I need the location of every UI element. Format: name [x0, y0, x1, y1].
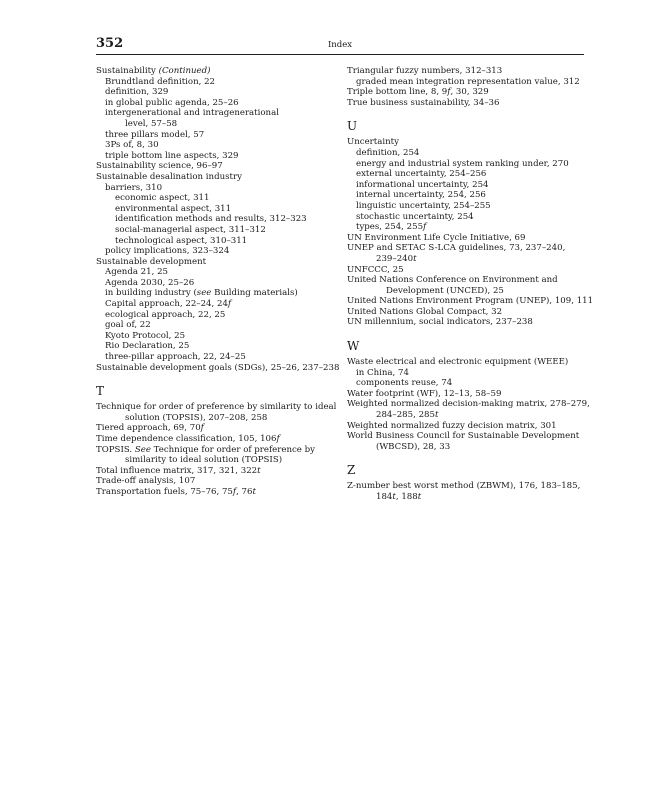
index-entry: Brundtland definition, 22: [105, 76, 215, 87]
index-entry: United Nations Conference on Environment and: [347, 275, 558, 286]
index-entry: level, 57–58: [125, 118, 178, 129]
index-entry: Sustainability (Continued): [96, 66, 211, 76]
index-entry: ecological approach, 22, 25: [105, 309, 226, 320]
index-entry: policy implications, 323–324: [105, 246, 230, 257]
index-column-left: [96, 66, 340, 498]
index-entry: 284–285, 285t: [376, 410, 439, 421]
page-number: 352: [96, 36, 124, 51]
index-entry: definition, 329: [105, 87, 169, 98]
index-entry: Waste electrical and electronic equipment (WEEE): [347, 357, 569, 368]
section-t-continued: [347, 66, 587, 108]
index-entry: Uncertainty: [347, 137, 399, 148]
index-entry: 239–240t: [376, 253, 417, 264]
index-entry: True business sustainability, 34–36: [347, 97, 500, 108]
running-head: Index: [327, 40, 353, 50]
index-entry: in global public agenda, 25–26: [105, 97, 239, 108]
index-entry: (WBCSD), 28, 33: [376, 441, 451, 452]
index-entry: Water footprint (WF), 12–13, 58–59: [347, 388, 502, 399]
page-header: [96, 34, 584, 55]
section-s-entries: [96, 66, 340, 373]
section-t-entries: [96, 402, 340, 497]
index-entry: environmental aspect, 311: [115, 203, 232, 214]
index-entry: World Business Council for Sustainable Development: [347, 431, 580, 442]
index-entry: goal of, 22: [105, 320, 151, 331]
index-entry: Z-number best worst method (ZBWM), 176, 183–185,: [347, 481, 581, 492]
index-entry: Triple bottom line, 8, 9f, 30, 329: [347, 87, 489, 98]
index-entry: UN millennium, social indicators, 237–238: [347, 317, 533, 328]
index-entry: stochastic uncertainty, 254: [356, 211, 474, 222]
index-entry: 3Ps of, 8, 30: [105, 140, 159, 151]
index-entry: United Nations Environment Program (UNEP), 109, 111: [347, 296, 594, 307]
letter-heading-z: Z: [347, 463, 356, 478]
index-entry: three pillars model, 57: [105, 129, 205, 140]
index-entry: Rio Declaration, 25: [105, 341, 190, 352]
index-entry: United Nations Global Compact, 32: [347, 306, 503, 317]
index-entry: energy and industrial system ranking under, 270: [356, 158, 569, 169]
index-entry: Trade-off analysis, 107: [96, 476, 196, 487]
index-entry: informational uncertainty, 254: [356, 179, 489, 190]
index-entry: similarity to ideal solution (TOPSIS): [125, 455, 283, 466]
index-column-right: [347, 66, 594, 503]
index-entry: linguistic uncertainty, 254–255: [356, 200, 491, 211]
index-entry: Sustainable development goals (SDGs), 25–26, 237–238: [96, 362, 340, 373]
letter-heading-t: T: [96, 384, 105, 399]
index-entry: Technique for order of preference by similarity to ideal: [96, 402, 337, 413]
index-entry: Agenda 2030, 25–26: [105, 277, 195, 288]
index-entry: in China, 74: [356, 367, 409, 378]
index-entry: Capital approach, 22–24, 24f: [105, 299, 232, 310]
index-entry: Total influence matrix, 317, 321, 322t: [96, 465, 261, 476]
index-entry: Weighted normalized decision-making matrix, 278–279,: [347, 399, 590, 410]
index-entry: barriers, 310: [105, 182, 163, 193]
index-entry: Triangular fuzzy numbers, 312–313: [347, 66, 503, 76]
index-entry: in building industry (see Building materials): [105, 288, 298, 299]
index-entry: components reuse, 74: [356, 378, 453, 389]
index-entry: economic aspect, 311: [115, 193, 210, 204]
index-entry: external uncertainty, 254–256: [356, 169, 487, 180]
index-entry: three-pillar approach, 22, 24–25: [105, 352, 246, 363]
index-entry: Kyoto Protocol, 25: [105, 330, 186, 341]
index-entry: TOPSIS. See Technique for order of preference by: [96, 444, 315, 455]
index-entry: Sustainable development: [96, 256, 207, 267]
section-z-entries: [347, 481, 587, 502]
index-entry: triple bottom line aspects, 329: [105, 150, 239, 161]
index-entry: UNFCCC, 25: [347, 264, 404, 275]
index-entry: internal uncertainty, 254, 256: [356, 190, 486, 201]
index-entry: graded mean integration representation value, 312: [356, 76, 580, 87]
section-w-entries: [347, 357, 590, 452]
index-entry: identification methods and results, 312–323: [115, 214, 307, 225]
index-entry: social-managerial aspect, 311–312: [115, 224, 266, 235]
section-u-entries: [347, 137, 594, 328]
index-entry: Sustainability science, 96–97: [96, 161, 223, 172]
index-entry: UNEP and SETAC S-LCA guidelines, 73, 237–240,: [347, 243, 566, 254]
index-entry: 184t, 188t: [376, 492, 422, 502]
letter-heading-w: W: [347, 339, 360, 354]
index-entry: solution (TOPSIS), 207–208, 258: [125, 412, 268, 423]
index-entry: Sustainable desalination industry: [96, 171, 242, 182]
index-entry: technological aspect, 310–311: [115, 235, 248, 246]
index-entry: UN Environment Life Cycle Initiative, 69: [347, 232, 526, 243]
index-entry: Tiered approach, 69, 70f: [96, 423, 204, 434]
index-entry: types, 254, 255f: [356, 222, 427, 233]
index-entry: Agenda 21, 25: [105, 267, 169, 278]
index-entry: Time dependence classification, 105, 106f: [96, 434, 280, 444]
index-entry: Weighted normalized fuzzy decision matrix, 301: [347, 420, 557, 431]
index-entry: Development (UNCED), 25: [386, 285, 504, 296]
letter-heading-u: U: [347, 119, 358, 134]
index-entry: Transportation fuels, 75–76, 75f, 76t: [96, 486, 256, 497]
index-entry: intergenerational and intragenerational: [105, 108, 279, 119]
index-entry: definition, 254: [356, 147, 420, 158]
